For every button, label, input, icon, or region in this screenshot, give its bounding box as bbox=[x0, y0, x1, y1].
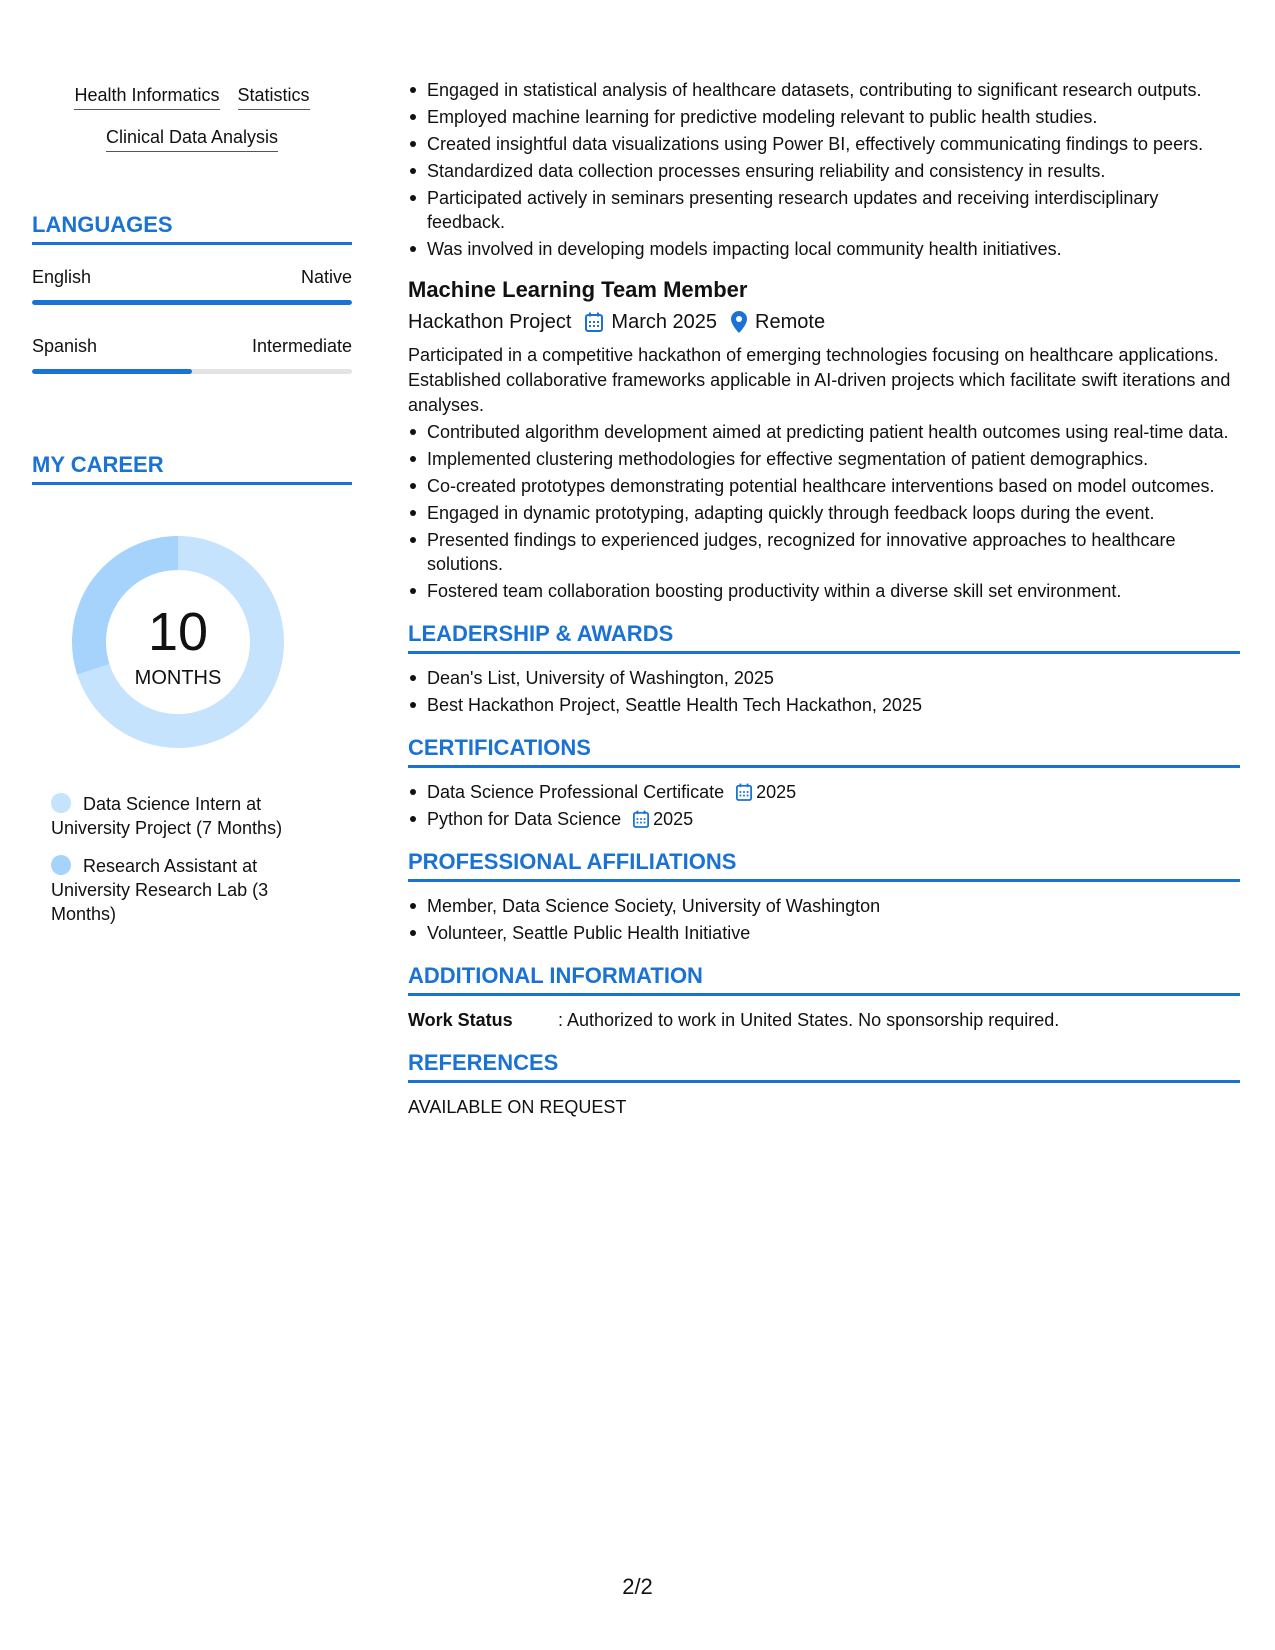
additional-section bbox=[408, 963, 1240, 996]
career-legend-item bbox=[51, 792, 301, 840]
language-level: Intermediate bbox=[251, 336, 352, 356]
career-legend-item bbox=[51, 854, 301, 926]
legend-label: Research Assistant at University Research Lab (3 Months) bbox=[51, 856, 269, 924]
cert-name: Data Science Professional Certificate bbox=[427, 782, 725, 802]
languages-heading: LANGUAGES bbox=[32, 212, 352, 245]
work-status-row bbox=[408, 1008, 1240, 1032]
list-item: Co-created prototypes demonstrating potential healthcare interventions based on model outcomes. bbox=[408, 474, 1240, 498]
job-date: March 2025 bbox=[611, 311, 718, 333]
list-item: Volunteer, Seattle Public Health Initiative bbox=[408, 921, 1240, 945]
language-item bbox=[32, 335, 352, 374]
proficiency-fill bbox=[32, 369, 192, 374]
job-company: Hackathon Project bbox=[408, 311, 572, 333]
experience-bullets bbox=[408, 78, 1240, 261]
affiliations-section bbox=[408, 849, 1240, 882]
list-item: Implemented clustering methodologies for effective segmentation of patient demographics. bbox=[408, 447, 1240, 471]
list-item: Presented findings to experienced judges, recognized for innovative approaches to healthcare solutions. bbox=[408, 528, 1240, 576]
list-item: Contributed algorithm development aimed at predicting patient health outcomes using real-time data. bbox=[408, 420, 1240, 444]
location-pin-icon bbox=[731, 311, 747, 333]
certifications-section bbox=[408, 735, 1240, 768]
language-proficiency-bar bbox=[32, 369, 352, 374]
language-name: Spanish bbox=[32, 336, 98, 356]
certifications-heading: CERTIFICATIONS bbox=[408, 735, 1240, 768]
affiliations-list bbox=[408, 894, 1240, 945]
job-description: Participated in a competitive hackathon of emerging technologies focusing on healthcare applications. Established collaborative frameworks applicable in AI-driven projects which facilitate swift iterations and analyses. bbox=[408, 345, 1231, 415]
career-section bbox=[32, 452, 352, 485]
career-heading: MY CAREER bbox=[32, 452, 352, 485]
job-title: Machine Learning Team Member bbox=[408, 277, 748, 302]
additional-heading: ADDITIONAL INFORMATION bbox=[408, 963, 1240, 996]
language-item bbox=[32, 266, 352, 305]
list-item: Engaged in dynamic prototyping, adapting quickly through feedback loops during the event. bbox=[408, 501, 1240, 525]
leadership-section bbox=[408, 621, 1240, 654]
skill-tag: Clinical Data Analysis bbox=[106, 126, 278, 152]
references-section bbox=[408, 1050, 1240, 1083]
leadership-heading: LEADERSHIP & AWARDS bbox=[408, 621, 1240, 654]
work-status-value: : Authorized to work in United States. No sponsorship required. bbox=[558, 1010, 1060, 1030]
list-item: Fostered team collaboration boosting productivity within a diverse skill set environment. bbox=[408, 579, 1240, 603]
career-total-value: 10 bbox=[147, 602, 209, 662]
list-item: Employed machine learning for predictive modeling relevant to public health studies. bbox=[408, 105, 1240, 129]
language-level: Native bbox=[300, 267, 352, 287]
legend-dot bbox=[51, 793, 71, 813]
job-bullets bbox=[408, 420, 1240, 603]
list-item: Best Hackathon Project, Seattle Health Tech Hackathon, 2025 bbox=[408, 693, 1240, 717]
cert-year: 2025 bbox=[653, 809, 694, 829]
language-name: English bbox=[32, 267, 92, 287]
cert-year: 2025 bbox=[756, 782, 797, 802]
language-proficiency-bar bbox=[32, 300, 352, 305]
skills-tags bbox=[32, 84, 352, 168]
calendar-icon bbox=[736, 783, 752, 801]
languages-section bbox=[32, 212, 352, 245]
certifications-list bbox=[408, 780, 1240, 831]
legend-label: Data Science Intern at University Project (7 Months) bbox=[51, 794, 283, 838]
cert-name: Python for Data Science bbox=[427, 809, 622, 829]
list-item bbox=[408, 807, 1240, 831]
list-item: Dean's List, University of Washington, 2025 bbox=[408, 666, 1240, 690]
job-location: Remote bbox=[755, 311, 826, 333]
leadership-list bbox=[408, 666, 1240, 717]
references-heading: REFERENCES bbox=[408, 1050, 1240, 1083]
proficiency-fill bbox=[32, 300, 352, 305]
skill-tag: Health Informatics bbox=[74, 84, 219, 110]
list-item: Participated actively in seminars presenting research updates and receiving interdisciplinary feedback. bbox=[408, 186, 1240, 234]
calendar-icon bbox=[585, 312, 603, 332]
calendar-icon bbox=[633, 810, 649, 828]
list-item: Engaged in statistical analysis of healthcare datasets, contributing to significant research outputs. bbox=[408, 78, 1240, 102]
list-item: Created insightful data visualizations using Power BI, effectively communicating findings to peers. bbox=[408, 132, 1240, 156]
list-item: Was involved in developing models impacting local community health initiatives. bbox=[408, 237, 1240, 261]
affiliations-heading: PROFESSIONAL AFFILIATIONS bbox=[408, 849, 1240, 882]
work-status-label: Work Status bbox=[408, 1010, 513, 1030]
career-total-unit: MONTHS bbox=[134, 667, 222, 689]
job-meta bbox=[408, 309, 1240, 335]
references-text: AVAILABLE ON REQUEST bbox=[408, 1097, 627, 1117]
list-item: Standardized data collection processes ensuring reliability and consistency in results. bbox=[408, 159, 1240, 183]
list-item: Member, Data Science Society, University of Washington bbox=[408, 894, 1240, 918]
skill-tag: Statistics bbox=[238, 84, 310, 110]
page-number: 2/2 bbox=[622, 1574, 653, 1599]
legend-dot bbox=[51, 855, 71, 875]
list-item bbox=[408, 780, 1240, 804]
main-content bbox=[408, 78, 1240, 1119]
